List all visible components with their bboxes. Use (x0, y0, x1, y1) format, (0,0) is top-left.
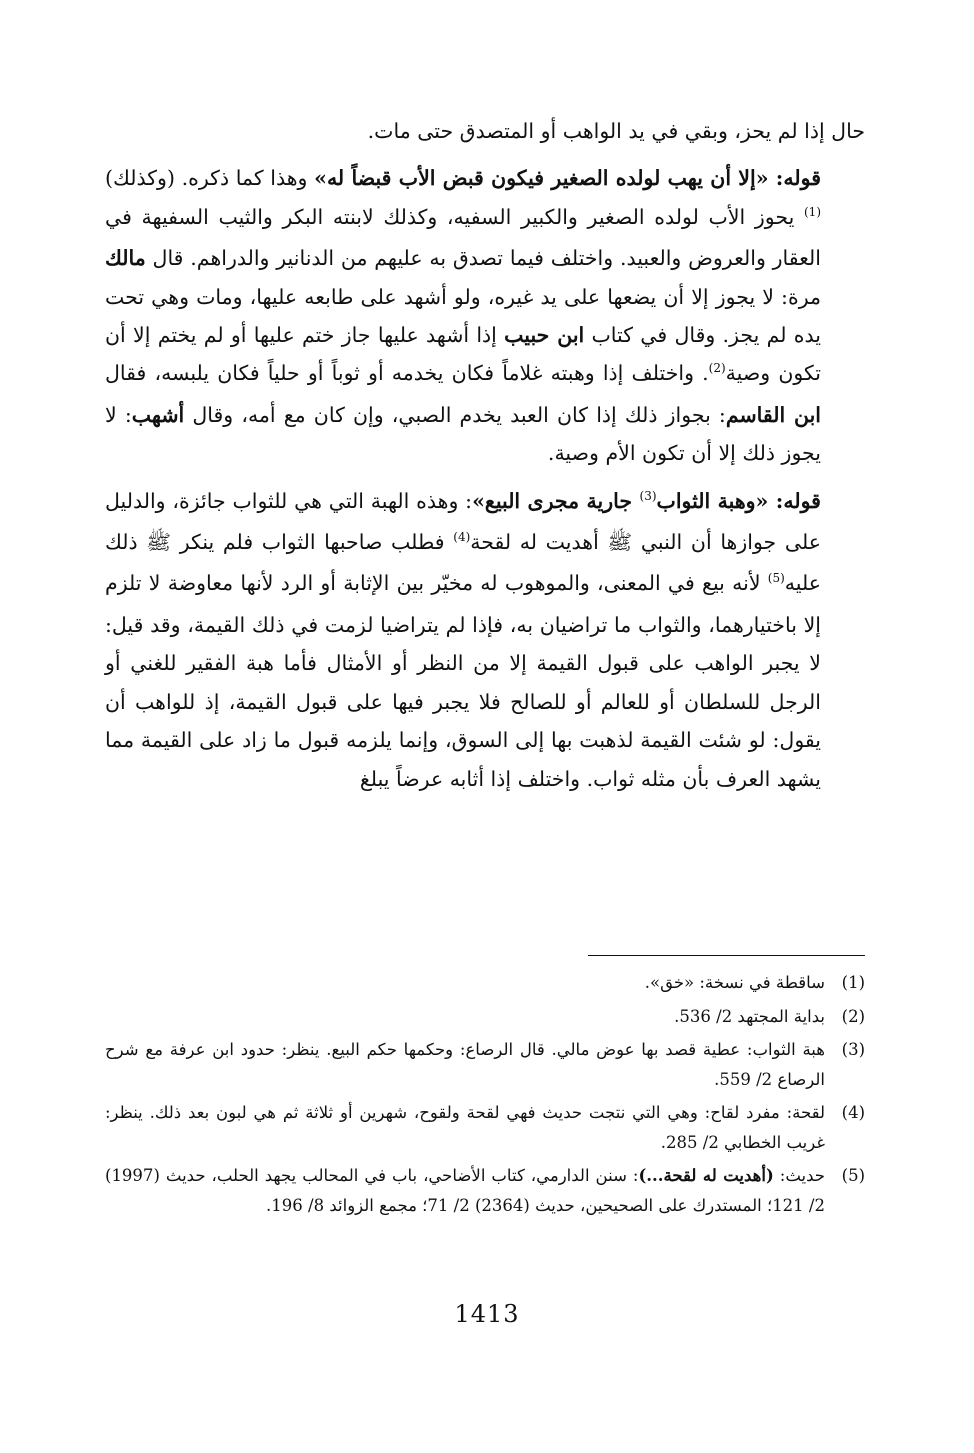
footnote-number: (5) (841, 1166, 865, 1185)
footnote-separator (588, 955, 865, 956)
footnote-5 (105, 1161, 865, 1220)
p2-text-c: يحوز الأب لولده الصغير والكبير السفيه، وكذلك لابنته البكر والثيب السفيهة في العقار والعروض والعبيد. واختلف فيما تصدق به عليهم من الدنانير والدراهم. قال (105, 204, 821, 271)
footnote-number: (4) (841, 1103, 865, 1122)
footnote-number: (2) (841, 1006, 865, 1026)
page-number: 1413 (454, 1300, 520, 1328)
p3-text-b: : وهذه الهبة التي هي للثواب جائزة، والدليل على جوازها أن النبي ﷺ أهديت له لقحة (105, 488, 821, 555)
footnote-ref-1[interactable]: (1) (803, 204, 821, 219)
name-ibn-habib: ابن حبيب (504, 323, 585, 348)
footnote-ref-4[interactable]: (4) (453, 530, 471, 545)
footnote-number: (3) (841, 1040, 865, 1059)
name-ibn-qasim: ابن القاسم (725, 402, 821, 427)
footnote-ref-3[interactable]: (3) (639, 488, 657, 503)
name-ashhab: أشهب (131, 402, 185, 427)
footnote-text: بداية المجتهد 2/ 536. (674, 1006, 825, 1026)
p3-text-d: لأنه بيع في المعنى، والموهوب له مخيّر بين الإثابة أو الرد لأنها معاوضة لا تلزم إلا باختيارهما، والثواب ما تراضيان به، فإذا لم يتراضيا لزمت في ذلك القيمة، وقد قيل: لا يجبر الواهب على قبول القيمة إلا من النظر أو الأمثال فأما هبة الفقير للغني أو الرجل للسلطان أو للعالم أو للصالح فلا يجبر فيها على قبول القيمة، إذ للواهب أن يقول: لو شئت القيمة لذهبت بها إلى السوق، وإنما يلزمه قبول ما زاد على القيمة مما يشهد العرف بأن مثله ثواب. واختلف إذا أثابه عرضاً يبلغ (105, 571, 821, 791)
footnote-4 (105, 1098, 865, 1157)
footnote-3 (105, 1035, 865, 1094)
p3-quote-1: «وهبة الثواب (656, 488, 769, 513)
footnote-number: (1) (841, 973, 865, 992)
paragraph-3 (105, 482, 865, 798)
p3-label: قوله: (768, 488, 821, 513)
p2-text-e: إذا أشهد عليها جاز ختم عليها أو لم يختم إلا أن تكون وصية (105, 323, 821, 386)
fn5-text-b: : سنن الدارمي، كتاب الأضاحي، باب في المحالب يجهد الحلب، حديث (1997) 2/ 121؛ المستدرك على الصحيحين، حديث (2364) 2/ 71؛ مجمع الزوائد 8/ 196. (105, 1166, 825, 1215)
footnotes (105, 968, 865, 1224)
footnote-text: لقحة: مفرد لقاح: وهي التي نتجت حديث فهي لقحة ولقوح، شهرين أو ثلاثة ثم هي لبون بعد ذلك. ينظر: غريب الخطابي 2/ 285. (105, 1103, 825, 1152)
footnote-2 (105, 1002, 865, 1032)
footnote-text: ساقطة في نسخة: «خق». (644, 973, 825, 992)
p2-label: قوله: (768, 166, 822, 191)
p2-text-g: : بجواز ذلك إذا كان العبد يخدم الصبي، وإن كان مع أمه، وقال (184, 402, 726, 427)
main-text (105, 112, 865, 798)
p2-quote: «إلا أن يهب لولده الصغير فيكون قبض الأب قبضاً له» (314, 166, 769, 191)
footnote-ref-2[interactable]: (2) (708, 361, 726, 376)
fn5-hadith-title: (أهديت له لقحة...) (638, 1166, 774, 1185)
footnote-text: هبة الثواب: عطية قصد بها عوض مالي. قال الرصاع: وحكمها حكم البيع. ينظر: حدود ابن عرفة مع شرح الرصاع 2/ 559. (105, 1040, 825, 1089)
paragraph-2 (105, 159, 865, 472)
fn5-text-a: حديث: (773, 1166, 825, 1185)
footnote-1 (105, 968, 865, 998)
p3-quote-2: جارية مجرى البيع» (472, 488, 640, 513)
p3-text-c: فطلب صاحبها الثواب فلم ينكر ﷺ ذلك عليه (105, 530, 821, 596)
p2-text-h: : لا يجوز ذلك إلا أن تكون الأم وصية. (105, 402, 821, 466)
p2-text-b: وهذا كما ذكره. (وكذلك) (105, 166, 315, 191)
p2-text-d: مرة: لا يجوز إلا أن يضعها على يد غيره، ولو أشهد على طابعه عليها، ومات وهي تحت يده لم يجز. وقال في كتاب (105, 284, 821, 348)
paragraph-1: حال إذا لم يحز، وبقي في يد الواهب أو المتصدق حتى مات. (367, 119, 865, 143)
footnote-ref-5[interactable]: (5) (767, 571, 785, 586)
name-malik: مالك (105, 246, 146, 271)
footnote-text (105, 1161, 825, 1220)
p2-text-f: . واختلف إذا وهبته غلاماً فكان يخدمه أو ثوباً أو حلياً فكان يلبسه، فقال (105, 361, 709, 386)
